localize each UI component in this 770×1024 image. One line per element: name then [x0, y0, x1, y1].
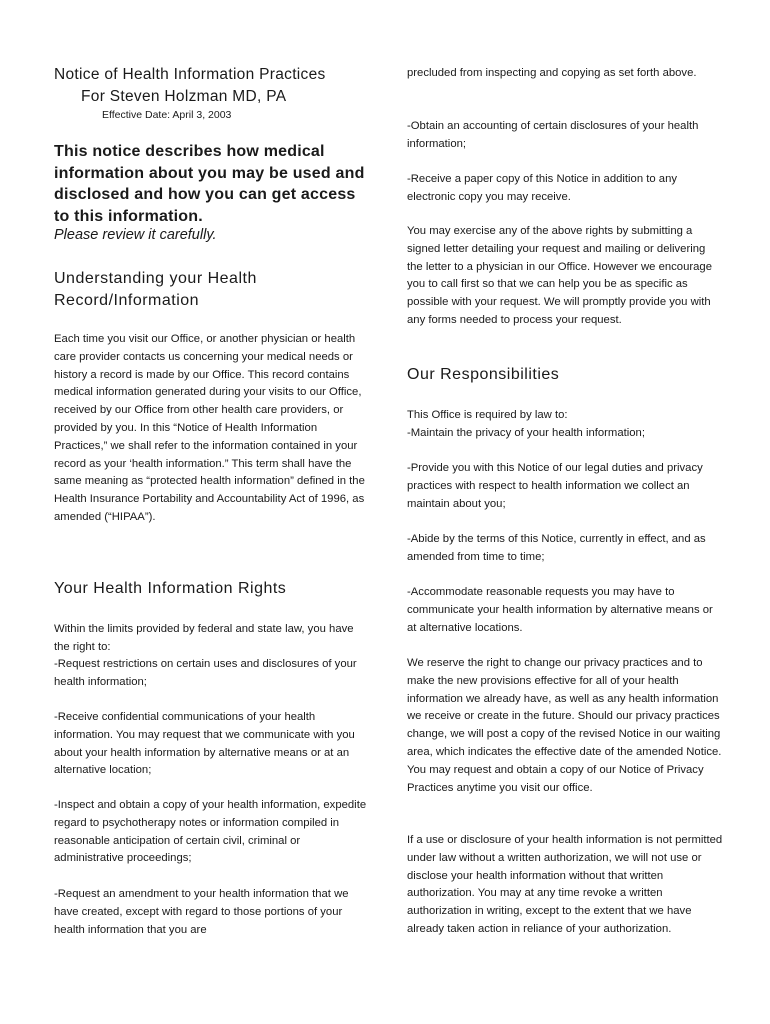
responsibilities-item-notice: -Provide you with this Notice of our legal duties and privacy practices with respect to health information we collect an maintain about you; [407, 462, 703, 510]
rights-exercise: You may exercise any of the above rights by submitting a signed letter detailing your request and mailing or delivering the letter to a physician in our Office. However we encourage you to call first so that we can help you be as specific as possible with your request. We will promptly provide you with any forms needed to process your request. [407, 225, 712, 326]
responsibilities-authorization: If a use or disclosure of your health information is not permitted under law without a written authorization, we will not use or disclose your health information without that written authorization. You may at any time revoke a written authorization in writing, except to the extent that we have already taken action in reliance of your authorization. [407, 834, 723, 935]
rights-item-paper-copy: -Receive a paper copy of this Notice in addition to any electronic copy you may receive. [407, 173, 678, 203]
rights-item-amendment: -Request an amendment to your health information that we have created, except with regard to those portions of your health information that you are [54, 888, 349, 936]
document-title: Notice of Health Information Practices [54, 66, 326, 83]
rights-item-inspect: -Inspect and obtain a copy of your health information, expedite regard to psychotherapy notes or information compiled in reasonable anticipation of certain civil, criminal or administrative proceedings; [54, 799, 367, 865]
rights-item-accounting: -Obtain an accounting of certain disclosures of your health information; [407, 120, 699, 150]
responsibilities-item-privacy: -Maintain the privacy of your health information; [407, 426, 645, 439]
rights-item-restrictions: -Request restrictions on certain uses and disclosures of your health information; [54, 658, 357, 688]
document-subtitle: For Steven Holzman MD, PA [81, 88, 287, 105]
responsibilities-heading: Our Responsibilities [407, 366, 560, 383]
responsibilities-intro-line1: This Office is required by law to: [407, 409, 568, 421]
understanding-heading: Understanding your Health Record/Information [54, 270, 257, 309]
responsibilities-item-abide: -Abide by the terms of this Notice, currently in effect, and as amended from time to time; [407, 533, 706, 563]
notice-heading: This notice describes how medical information about you may be used and disclosed and how you can get access to this information. [54, 143, 365, 225]
rights-item-amendment-cont: precluded from inspecting and copying as set forth above. [407, 67, 697, 79]
responsibilities-intro [407, 407, 723, 443]
rights-item-confidential: -Receive confidential communications of your health information. You may request that we communicate with you about your health information by alternative means or at an alternative location; [54, 711, 355, 777]
responsibilities-reserve: We reserve the right to change our privacy practices and to make the new provisions effective for all of your health information we already have, as well as any health information we receive or create in the future. Should our privacy practices change, we will post a copy of the revised Notice in our waiting area, which indicates the effective date of the amended Notice. You may request and obtain a copy of our Notice of Privacy Practices anytime you visit our office. [407, 657, 722, 794]
effective-date: Effective Date: April 3, 2003 [102, 109, 232, 121]
rights-intro: Within the limits provided by federal and state law, you have the right to: [54, 623, 354, 653]
rights-heading: Your Health Information Rights [54, 580, 287, 597]
review-note: Please review it carefully. [54, 227, 217, 243]
responsibilities-item-accommodate: -Accommodate reasonable requests you may have to communicate your health information by alternative means or at alternative locations. [407, 586, 713, 634]
understanding-body: Each time you visit our Office, or another physician or health care provider contacts us concerning your medical needs or history a record is made by our Office. This record contains medical information generated during your visits to our Office, received by our Office from other health care providers, or provided by you. In this “Notice of Health Information Practices,” we shall refer to the information contained in your record as your ‘health information.” This term shall have the same meaning as “protected health information” defined in the Health Insurance Portability and Accountability Act of 1996, as amended (“HIPAA”). [54, 333, 365, 523]
